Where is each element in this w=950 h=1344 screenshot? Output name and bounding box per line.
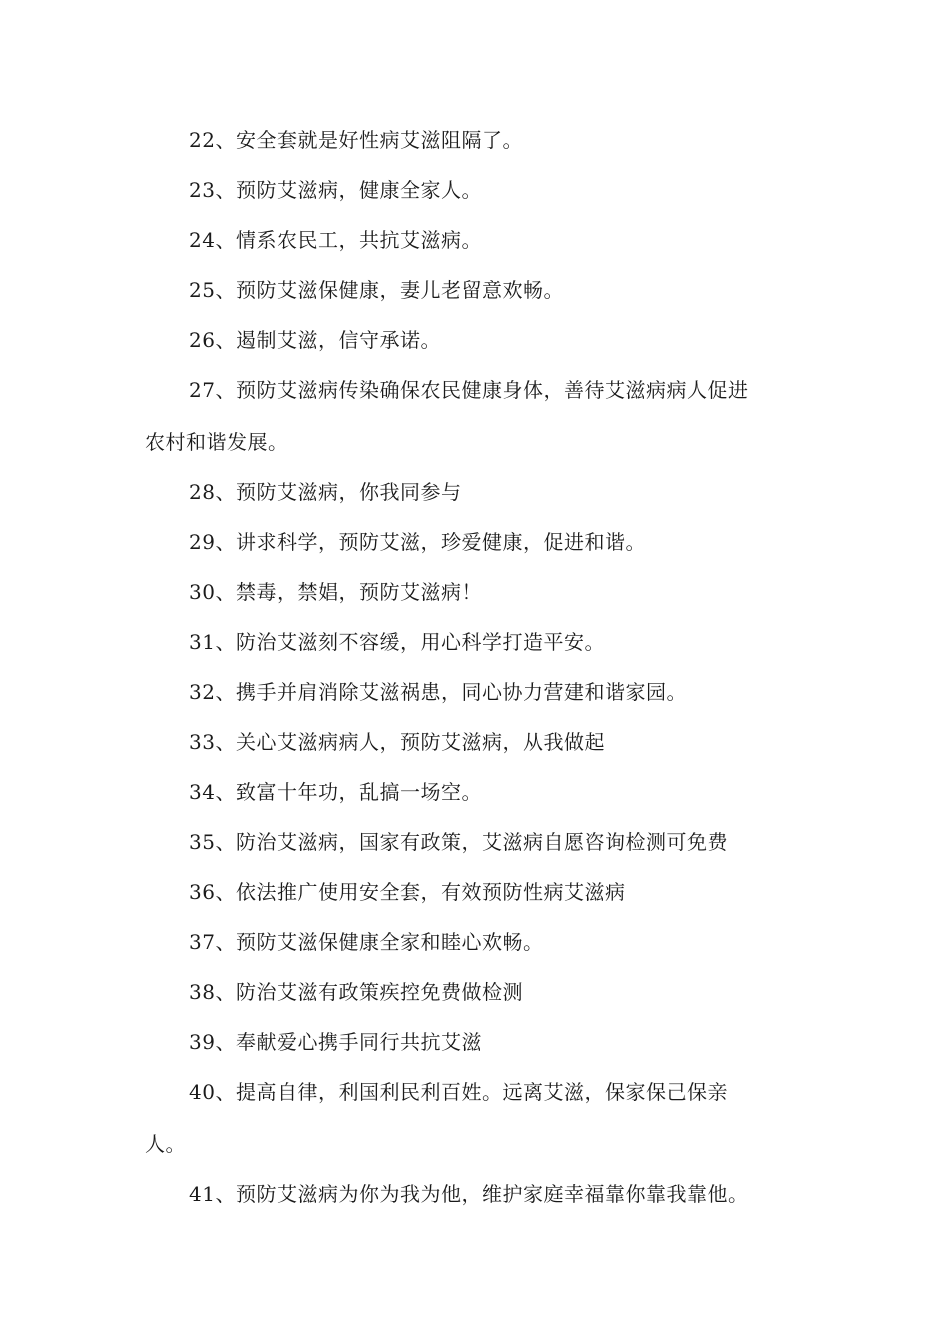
list-item: 33、关心艾滋病病人，预防艾滋病，从我做起 xyxy=(189,730,605,754)
list-item: 39、奉献爱心携手同行共抗艾滋 xyxy=(189,1030,482,1054)
list-item: 26、遏制艾滋，信守承诺。 xyxy=(189,328,441,352)
list-item: 24、情系农民工，共抗艾滋病。 xyxy=(189,228,482,252)
list-item xyxy=(145,1080,810,1156)
list-item-line-2: 农村和谐发展。 xyxy=(145,430,289,454)
list-item: 37、预防艾滋保健康全家和睦心欢畅。 xyxy=(189,930,544,954)
list-item: 28、预防艾滋病，你我同参与 xyxy=(189,480,462,504)
list-item: 35、防治艾滋病，国家有政策，艾滋病自愿咨询检测可免费 xyxy=(189,830,728,854)
slogan-list xyxy=(145,128,810,1232)
list-item: 41、预防艾滋病为你为我为他，维护家庭幸福靠你靠我靠他。 xyxy=(189,1182,749,1206)
list-item: 32、携手并肩消除艾滋祸患，同心协力营建和谐家园。 xyxy=(189,680,687,704)
list-item: 23、预防艾滋病，健康全家人。 xyxy=(189,178,482,202)
list-item-line-1: 40、提高自律，利国利民利百姓。远离艾滋，保家保己保亲 xyxy=(189,1080,728,1104)
list-item: 31、防治艾滋刻不容缓，用心科学打造平安。 xyxy=(189,630,605,654)
list-item: 29、讲求科学，预防艾滋，珍爱健康，促进和谐。 xyxy=(189,530,646,554)
list-item: 36、依法推广使用安全套，有效预防性病艾滋病 xyxy=(189,880,626,904)
list-item: 38、防治艾滋有政策疾控免费做检测 xyxy=(189,980,523,1004)
list-item: 22、安全套就是好性病艾滋阻隔了。 xyxy=(189,128,523,152)
list-item: 34、致富十年功，乱搞一场空。 xyxy=(189,780,482,804)
list-item-line-1: 27、预防艾滋病传染确保农民健康身体，善待艾滋病病人促进 xyxy=(189,378,749,402)
list-item: 25、预防艾滋保健康，妻儿老留意欢畅。 xyxy=(189,278,564,302)
list-item-line-2: 人。 xyxy=(145,1132,186,1156)
list-item xyxy=(145,378,810,454)
list-item: 30、禁毒，禁娼，预防艾滋病！ xyxy=(189,580,482,604)
